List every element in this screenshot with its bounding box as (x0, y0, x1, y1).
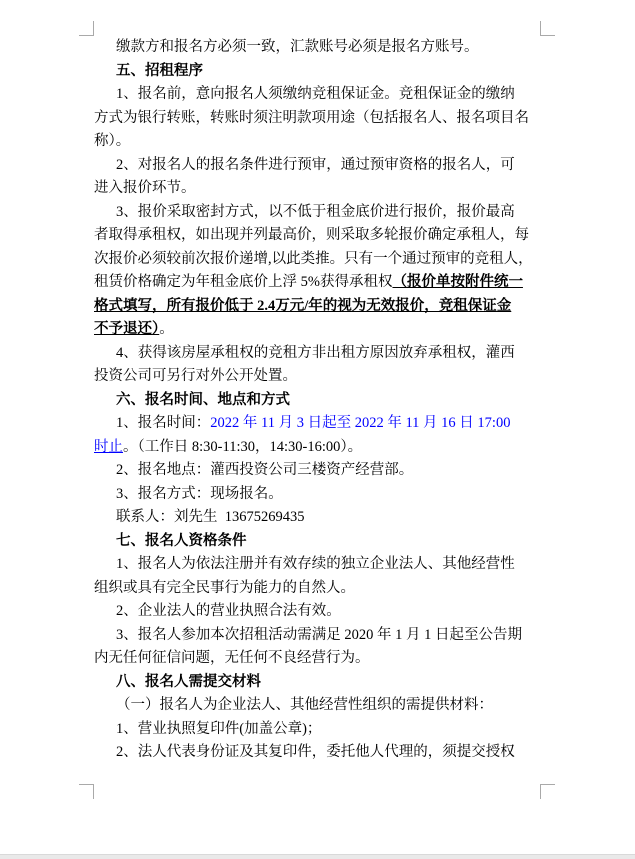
text-segment: 2、对报名人的报名条件进行预审，通过预审资格的报名人，可 (116, 156, 515, 173)
text-segment: 者取得承租权，如出现并列最高价，则采取多轮报价确定承租人，每 (94, 227, 529, 243)
text-segment: 称）。 (94, 133, 131, 149)
text-segment: 内无任何征信问题，无任何不良经营行为。 (94, 650, 370, 666)
document-line (94, 741, 546, 765)
document-line (94, 671, 546, 695)
document-line (94, 201, 546, 225)
document-text-area (94, 36, 546, 765)
document-line (94, 506, 546, 530)
text-boundary-mark-bottom-right (540, 784, 555, 799)
text-segment: 3、报名方式：现场报名。 (116, 485, 283, 502)
document-line (94, 553, 546, 577)
document-line (94, 483, 546, 507)
text-segment: 2、法人代表身份证及其复印件，委托他人代理的，须提交授权 (116, 744, 515, 760)
text-segment: 投资公司可另行对外公开处置。 (94, 368, 297, 384)
document-line (94, 600, 546, 624)
text-segment: 1、报名人为依法注册并有效存续的独立企业法人、其他经营性 (116, 556, 515, 572)
document-line (94, 577, 546, 601)
document-line (94, 647, 546, 671)
text-segment: 联系人：刘先生 13675269435 (116, 509, 305, 525)
text-segment: 六、报名时间、地点和方式 (116, 391, 290, 408)
document-line (94, 248, 546, 272)
text-segment: 格式填写，所有报价低于 2.4万元/年的视为无效报价，竞租保证金 (94, 297, 512, 314)
document-line (94, 271, 546, 295)
document-line (94, 295, 546, 319)
document-line (94, 436, 546, 460)
text-boundary-mark-bottom-left (79, 784, 94, 799)
document-line (94, 83, 546, 107)
text-boundary-mark-top-left (79, 21, 94, 36)
document-line (94, 694, 546, 718)
document-line (94, 224, 546, 248)
text-segment: 2、报名地点：灌西投资公司三楼资产经营部。 (116, 462, 414, 478)
text-segment: 1、营业执照复印件(加盖公章)； (116, 720, 322, 737)
text-segment: 2、企业法人的营业执照合法有效。 (116, 603, 341, 619)
text-segment: 进入报价环节。 (94, 180, 196, 196)
document-line (94, 107, 546, 131)
document-line (94, 530, 546, 554)
document-line (94, 318, 546, 342)
text-segment: 4、获得该房屋承租权的竞租方非出租方原因放弃承租权，灌西 (116, 344, 515, 361)
text-segment: 2022 年 11 月 3 日起至 2022 年 11 月 16 日 17:00 (210, 415, 511, 431)
document-line (94, 154, 546, 178)
text-segment: 1、报名时间： (116, 415, 211, 431)
text-segment: 八、报名人需提交材料 (116, 673, 261, 690)
document-line (94, 459, 546, 483)
document-line (94, 177, 546, 201)
document-line (94, 412, 546, 436)
text-segment: （报价单按附件统一 (392, 274, 523, 290)
page-bottom-edge (0, 854, 635, 859)
text-segment: 七、报名人资格条件 (116, 532, 247, 549)
document-line (94, 624, 546, 648)
document-line (94, 36, 546, 60)
text-segment: （一）报名人为企业法人、其他经营性组织的需提供材料： (116, 697, 493, 713)
text-segment: 3、报价采取密封方式，以不低于租金底价进行报价，报价最高 (116, 203, 515, 220)
document-line (94, 718, 546, 742)
text-segment: 五、招租程序 (116, 62, 203, 79)
text-segment: 缴款方和报名方必须一致，汇款账号必须是报名方账号。 (116, 39, 479, 55)
text-segment: 。 (159, 321, 174, 337)
text-segment: 。（工作日 8:30-11:30，14:30-16:00）。 (123, 438, 363, 455)
text-segment: 方式为银行转账，转账时须注明款项用途（包括报名人、报名项目名 (94, 109, 529, 126)
document-line (94, 130, 546, 154)
document-line (94, 365, 546, 389)
text-segment: 时止 (94, 438, 123, 455)
text-segment: 租赁价格确定为年租金底价上浮 5%获得承租权 (94, 274, 393, 290)
document-line (94, 60, 546, 84)
document-line (94, 342, 546, 366)
text-boundary-mark-top-right (540, 21, 555, 36)
text-segment: 3、报名人参加本次招租活动需满足 2020 年 1 月 1 日起至公告期 (116, 626, 522, 643)
text-segment: 组织或具有完全民事行为能力的自然人。 (94, 579, 355, 596)
text-segment: 1、报名前，意向报名人须缴纳竞租保证金。竞租保证金的缴纳 (116, 86, 515, 102)
document-line (94, 389, 546, 413)
text-segment: 不予退还） (94, 321, 160, 337)
text-segment: 次报价必须较前次报价递增,以此类推。只有一个通过预审的竞租人， (94, 250, 533, 267)
